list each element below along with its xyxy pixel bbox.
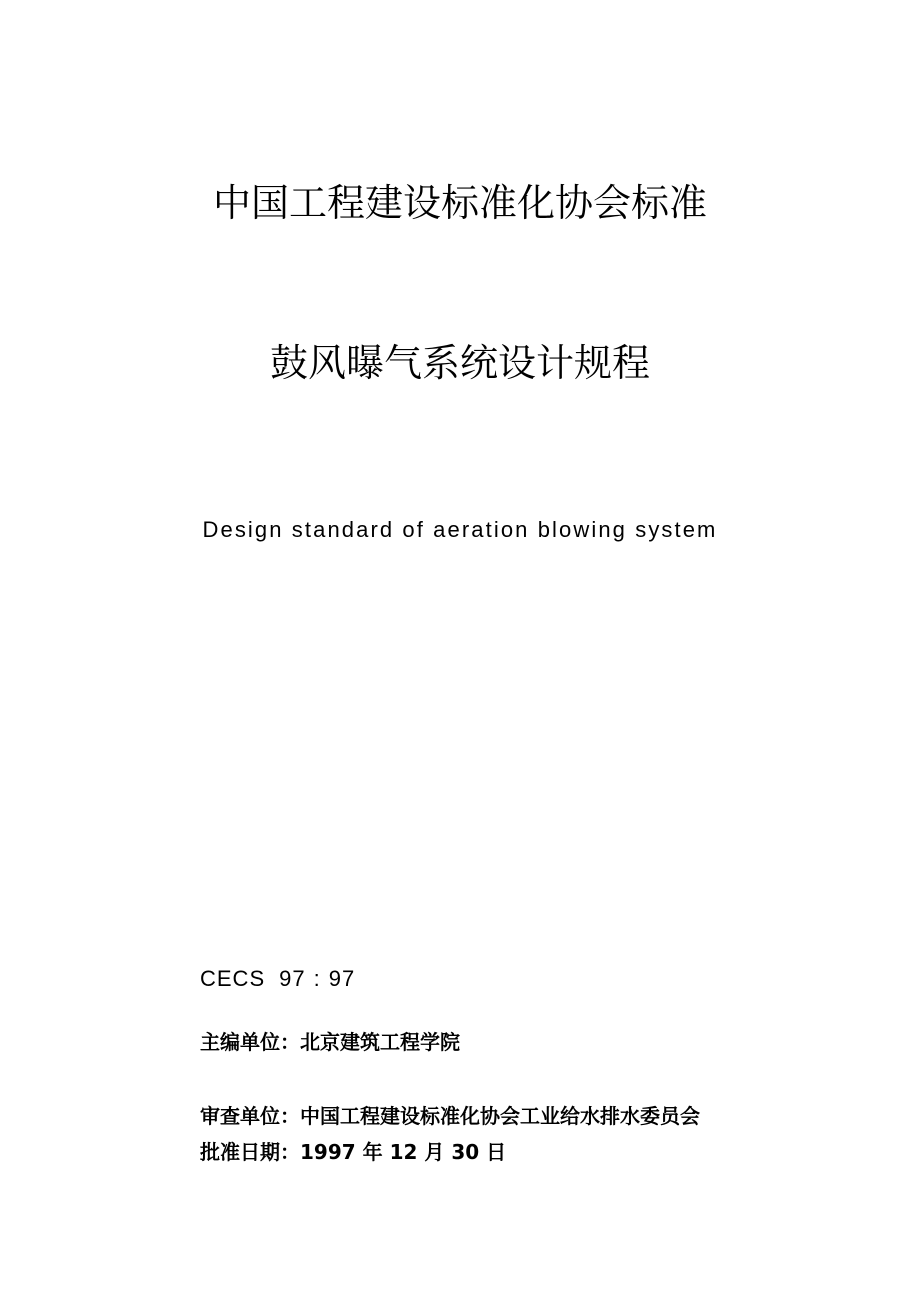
reviewer-value: 中国工程建设标准化协会工业给水排水委员会	[300, 1104, 700, 1128]
organization-title: 中国工程建设标准化协会标准	[212, 181, 707, 225]
chief-editor-line	[200, 1027, 460, 1057]
approval-date-label: 批准日期：	[200, 1140, 300, 1164]
reviewer-label: 审查单位：	[200, 1104, 300, 1128]
approval-date-value: 1997 年 12 月 30 日	[300, 1140, 507, 1164]
reviewer-line	[200, 1101, 700, 1131]
standard-code-year: 97	[328, 966, 356, 991]
document-title-english: Design standard of aeration blowing system	[202, 517, 718, 542]
standard-code	[200, 964, 355, 994]
approval-date-line	[200, 1137, 506, 1167]
chief-editor-label: 主编单位：	[200, 1030, 300, 1054]
standard-code-prefix: CECS	[200, 966, 266, 991]
chief-editor-value: 北京建筑工程学院	[300, 1030, 460, 1054]
document-title-chinese: 鼓风曝气系统设计规程	[269, 341, 650, 385]
standard-code-number: 97	[279, 966, 306, 991]
standard-code-separator: :	[313, 966, 321, 991]
